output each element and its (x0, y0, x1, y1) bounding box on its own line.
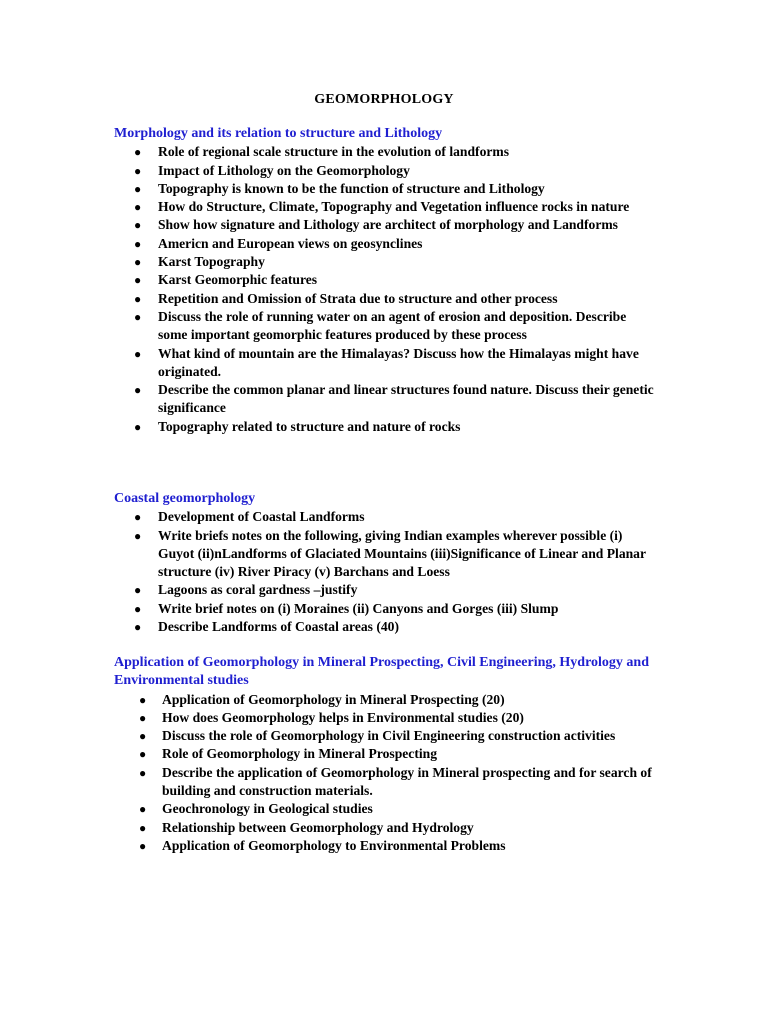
list-item (114, 381, 654, 418)
list-item-text: Repetition and Omission of Strata due to structure and other process (158, 290, 558, 306)
list-item (114, 819, 659, 837)
list-item (114, 600, 654, 618)
bullet-icon: ● (139, 820, 147, 835)
list-item-text: Topography is known to be the function of structure and Lithology (158, 180, 545, 196)
bullet-icon: ● (134, 255, 142, 270)
section-coastal (114, 490, 654, 636)
page-title: GEOMORPHOLOGY (314, 92, 454, 107)
bullet-icon: ● (139, 692, 147, 707)
list-item-text: Geochronology in Geological studies (162, 801, 373, 817)
list-item (114, 235, 654, 253)
list-item-text: Write briefs notes on the following, giving Indian examples wherever possible (i) Guyot (ii)nLandforms of Glaciated Mountains (iii)Significance of Linear and Planar structure (iv) River Piracy (v) Barchans and Loess (158, 527, 646, 580)
list-item-text: Karst Geomorphic features (158, 272, 318, 288)
list-item-text: Describe the application of Geomorphology in Mineral prospecting and for search of building and construction materials. (162, 764, 652, 799)
list-item (114, 709, 659, 727)
bullet-icon: ● (134, 583, 142, 598)
list-item-text: Americn and European views on geosynclines (158, 235, 423, 251)
bullet-icon: ● (134, 273, 142, 288)
list-item-text: What kind of mountain are the Himalayas? Discuss how the Himalayas might have originated. (158, 345, 639, 379)
list-item-text: How do Structure, Climate, Topography and Vegetation influence rocks in nature (158, 199, 630, 215)
list-item-text: Describe Landforms of Coastal areas (40) (158, 619, 400, 635)
bullet-icon: ● (134, 218, 142, 233)
bullet-icon: ● (134, 383, 142, 398)
list-item-text: Relationship between Geomorphology and Hydrology (162, 819, 474, 835)
bullet-icon: ● (134, 200, 142, 215)
list-item-text: Describe the common planar and linear structures found nature. Discuss their genetic significance (158, 382, 654, 416)
list-item (114, 691, 659, 709)
list-item-text: Role of regional scale structure in the evolution of landforms (158, 144, 510, 160)
section-heading: Application of Geomorphology in Mineral Prospecting, Civil Engineering, Hydrology and Environmental studies (114, 655, 650, 689)
list-item (114, 253, 654, 271)
bullet-icon: ● (139, 747, 147, 762)
list-item (114, 527, 654, 582)
bullet-icon: ● (134, 145, 142, 160)
list-item (114, 618, 654, 636)
bullet-icon: ● (134, 346, 142, 361)
bullet-icon: ● (134, 510, 142, 525)
bullet-icon: ● (134, 419, 142, 434)
bullet-icon: ● (139, 765, 147, 780)
bullet-icon: ● (139, 710, 147, 725)
bullet-icon: ● (134, 163, 142, 178)
list-item (114, 143, 654, 161)
list-item (114, 198, 654, 216)
section-morphology (114, 125, 654, 436)
list-item (114, 271, 654, 289)
list-item (114, 308, 654, 345)
list-item-text: Topography related to structure and nature of rocks (158, 418, 461, 434)
list-item (114, 581, 654, 599)
list-item (114, 764, 659, 801)
list-item (114, 162, 654, 180)
bullet-icon: ● (139, 729, 147, 744)
list-item-text: Development of Coastal Landforms (158, 509, 365, 525)
list-item (114, 800, 659, 818)
section-heading: Coastal geomorphology (114, 491, 256, 506)
list-item (114, 745, 659, 763)
bullet-icon: ● (134, 620, 142, 635)
list-item-text: Karst Topography (158, 254, 265, 270)
bullet-list (114, 508, 654, 636)
list-item-text: Application of Geomorphology in Mineral Prospecting (20) (162, 691, 505, 707)
list-item-text: Impact of Lithology on the Geomorphology (158, 162, 410, 178)
bullet-icon: ● (134, 601, 142, 616)
list-item-text: Application of Geomorphology to Environmental Problems (162, 837, 506, 853)
bullet-icon: ● (134, 236, 142, 251)
bullet-list (114, 691, 659, 856)
list-item-text: Discuss the role of Geomorphology in Civil Engineering construction activities (162, 728, 616, 744)
bullet-icon: ● (134, 181, 142, 196)
list-item-text: Write brief notes on (i) Moraines (ii) Canyons and Gorges (iii) Slump (158, 600, 559, 616)
list-item (114, 345, 654, 382)
list-item-text: How does Geomorphology helps in Environmental studies (20) (162, 709, 524, 725)
list-item-text: Show how signature and Lithology are architect of morphology and Landforms (158, 217, 618, 233)
list-item (114, 216, 654, 234)
list-item (114, 837, 659, 855)
list-item (114, 508, 654, 526)
list-item (114, 727, 659, 745)
bullet-icon: ● (139, 838, 147, 853)
bullet-icon: ● (134, 528, 142, 543)
list-item (114, 180, 654, 198)
list-item-text: Discuss the role of running water on an agent of erosion and deposition. Describe some important geomorphic features produced by these process (158, 308, 627, 343)
bullet-icon: ● (139, 802, 147, 817)
list-item (114, 290, 654, 308)
list-item (114, 418, 654, 436)
bullet-icon: ● (134, 309, 142, 324)
list-item-text: Lagoons as coral gardness –justify (158, 582, 358, 598)
list-item-text: Role of Geomorphology in Mineral Prospecting (162, 746, 437, 762)
bullet-icon: ● (134, 291, 142, 306)
section-heading: Morphology and its relation to structure and Lithology (114, 126, 443, 141)
bullet-list (114, 143, 654, 436)
section-application (114, 654, 659, 855)
